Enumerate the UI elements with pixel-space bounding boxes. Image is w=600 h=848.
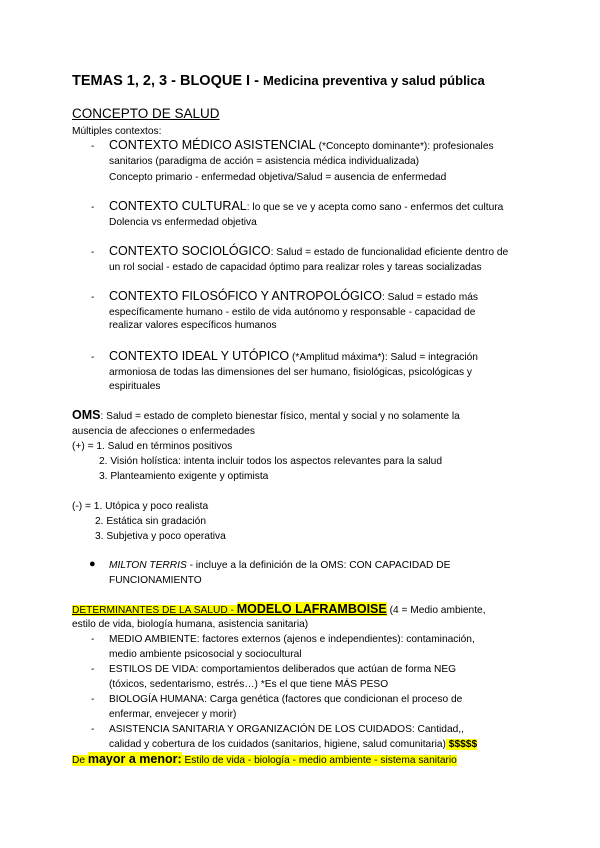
dash-marker: -: [91, 247, 95, 258]
context-line: sanitarios (paradigma de acción = asistencia médica individualizada): [109, 156, 420, 167]
context-item-4: [109, 290, 478, 304]
oms-line: ausencia de afecciones o enfermedades: [72, 426, 255, 437]
dash-marker: -: [91, 292, 95, 303]
context-label: CONTEXTO SOCIOLÓGICO: [109, 244, 271, 258]
dash-marker: -: [91, 202, 95, 213]
bullet-marker: ●: [89, 558, 96, 570]
concepto-intro: Múltiples contextos:: [72, 126, 162, 137]
determinant-line: (tóxicos, sedentarismo, estrés…) *Es el que tiene MÁS PESO: [109, 679, 389, 690]
order-pre: De: [72, 755, 88, 766]
determinantes-heading: [72, 603, 486, 617]
determinant-item: MEDIO AMBIENTE: factores externos (ajenos e independientes): contaminación,: [109, 634, 475, 645]
context-label: CONTEXTO FILOSÓFICO Y ANTROPOLÓGICO: [109, 289, 382, 303]
title-subject: Medicina preventiva y salud pública: [262, 73, 485, 88]
terris-name: MILTON TERRIS: [109, 560, 187, 571]
terris-text: - incluye a la definición de la OMS: CON CAPACIDAD DE: [186, 560, 451, 571]
context-label: CONTEXTO IDEAL Y UTÓPICO: [109, 349, 290, 363]
determinant-line-text: calidad y cobertura de los cuidados (sanitarios, higiene, salud comunitaria): [109, 739, 446, 750]
oms-positive-item: 2. Visión holística: intenta incluir todos los aspectos relevantes para la salud: [99, 456, 442, 467]
oms-definition: [72, 409, 460, 423]
context-line: Concepto primario - enfermedad objetiva/Salud = ausencia de enfermedad: [109, 172, 447, 183]
oms-label: OMS: [72, 408, 101, 422]
money-mark: $$$$$: [445, 739, 478, 750]
context-lead: : Salud = estado más: [381, 292, 478, 303]
model-name: MODELO LAFRAMBOISE: [236, 602, 387, 616]
context-item-3: [109, 245, 508, 259]
determinant-item: ASISTENCIA SANITARIA Y ORGANIZACIÓN DE LOS CUIDADOS: Cantidad,,: [109, 724, 464, 735]
context-label: CONTEXTO CULTURAL: [109, 199, 247, 213]
context-line: realizar valores específicos humanos: [109, 320, 277, 331]
determinantes-title: DETERMINANTES DE LA SALUD -: [72, 605, 237, 616]
dash-marker: -: [91, 352, 95, 363]
context-line: un rol social - estado de capacidad óptimo para realizar roles y tareas socializadas: [109, 262, 482, 273]
determinant-line: medio ambiente psicosocial y sociocultural: [109, 649, 302, 660]
oms-negative-item: 3. Subjetiva y poco operativa: [95, 531, 226, 542]
dash-marker: -: [91, 724, 95, 735]
oms-positive-head: (+) = 1. Salud en términos positivos: [72, 441, 233, 452]
dash-marker: -: [91, 694, 95, 705]
oms-positive-item: 3. Planteamiento exigente y optimista: [99, 471, 269, 482]
context-item-5: [109, 350, 478, 364]
context-line: armoniosa de todas las dimensiones del ser humano, fisiológicas, psicológicas y: [109, 367, 472, 378]
title-main: TEMAS 1, 2, 3 - BLOQUE I -: [72, 73, 263, 89]
context-lead: (*Concepto dominante*): profesionales: [315, 141, 494, 152]
context-line: espirituales: [109, 381, 161, 392]
context-lead: (*Amplitud máxima*): Salud = integración: [289, 352, 478, 363]
page-title: [72, 73, 485, 89]
context-item-1: [109, 139, 494, 153]
concepto-heading: CONCEPTO DE SALUD: [72, 106, 220, 121]
determinant-item: ESTILOS DE VIDA: comportamientos deliberados que actúan de forma NEG: [109, 664, 457, 675]
determinant-line: [109, 738, 477, 751]
order-line: [72, 753, 457, 767]
oms-negative-head: (-) = 1. Utópica y poco realista: [72, 501, 209, 512]
dash-marker: -: [91, 664, 95, 675]
determinantes-line: estilo de vida, biología humana, asistencia sanitaria): [72, 619, 309, 630]
determinant-item: BIOLOGÍA HUMANA: Carga genética (factores que condicionan el proceso de: [109, 694, 463, 705]
context-label: CONTEXTO MÉDICO ASISTENCIAL: [109, 138, 316, 152]
context-line: Dolencia vs enfermedad objetiva: [109, 217, 257, 228]
terris-text: FUNCIONAMIENTO: [109, 575, 202, 586]
context-line: específicamente humano - estilo de vida autónomo y responsable - capacidad de: [109, 307, 476, 318]
context-lead: : Salud = estado de funcionalidad eficiente dentro de: [270, 247, 509, 258]
context-item-2: [109, 200, 503, 214]
dash-marker: -: [91, 141, 95, 152]
oms-negative-item: 2. Estática sin gradación: [95, 516, 206, 527]
order-rest: Estilo de vida - biología - medio ambiente - sistema sanitario: [181, 755, 457, 766]
determinantes-after: (4 = Medio ambiente,: [386, 605, 486, 616]
order-bold: mayor a menor:: [87, 752, 182, 766]
dash-marker: -: [91, 634, 95, 645]
determinant-line: enfermar, envejecer y morir): [109, 709, 237, 720]
terris-note: [109, 559, 450, 572]
context-lead: : lo que se ve y acepta como sano - enfermos det cultura: [246, 202, 504, 213]
oms-line: : Salud = estado de completo bienestar físico, mental y social y no solamente la: [100, 411, 460, 422]
